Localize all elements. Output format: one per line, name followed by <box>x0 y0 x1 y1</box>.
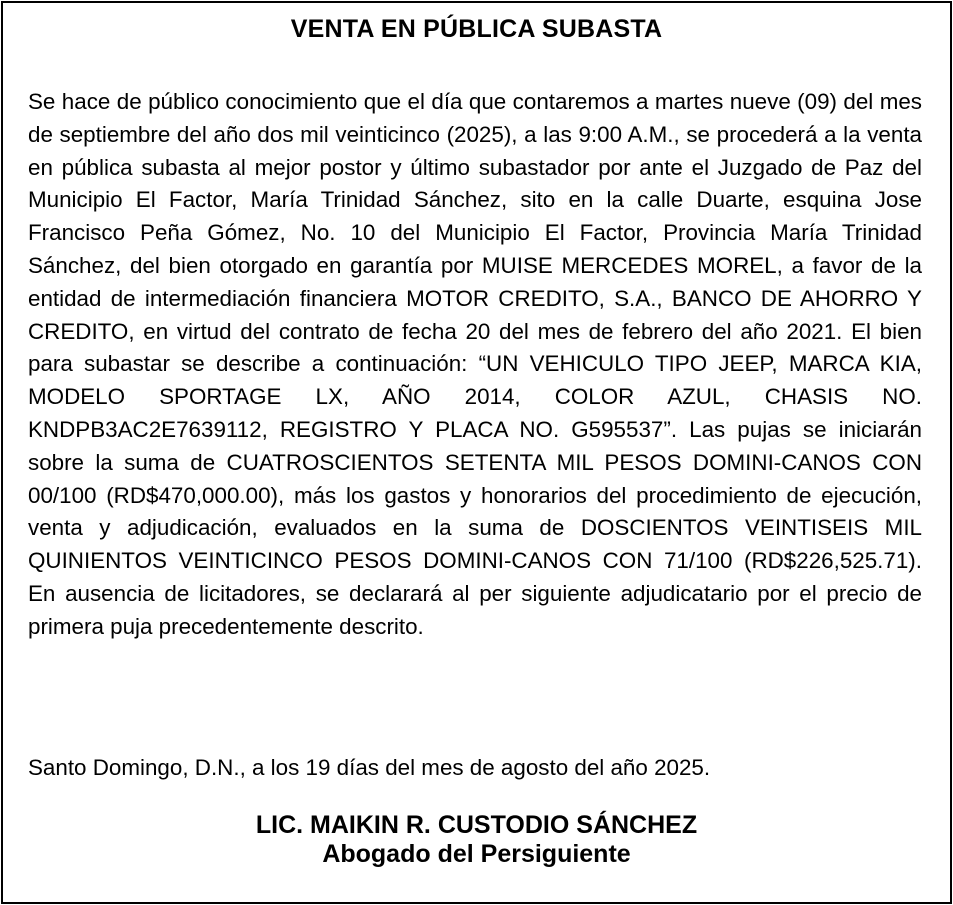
notice-body: Se hace de público conocimiento que el día que contaremos a martes nueve (09) del mes de septiembre del año dos mil veinticinco (2025), a las 9:00 A.M., se procederá a la venta en pública subasta al mejor postor y último subastador por ante el Juzgado de Paz del Municipio El Factor, María Trinidad Sánchez, sito en la calle Duarte, esquina Jose Francisco Peña Gómez, No. 10 del Municipio El Factor, Provincia María Trinidad Sánchez, del bien otorgado en garantía por MUISE MERCEDES MOREL, a favor de la entidad de intermediación financiera MOTOR CREDITO, S.A., BANCO DE AHORRO Y CREDITO, en virtud del contrato de fecha 20 del mes de febrero del año 2021. El bien para subastar se describe a continuación: “UN VEHICULO TIPO JEEP, MARCA KIA, MODELO SPORTAGE LX, AÑO 2014, COLOR AZUL, CHASIS NO. KNDPB3AC2E7639112, REGISTRO Y PLACA NO. G595537”. Las pujas se iniciarán sobre la suma de CUATROSCIENTOS SETENTA MIL PESOS DOMINI-CANOS CON 00/100 (RD$470,000.00), más los gastos y honorarios del procedimiento de ejecución, venta y adjudicación, evaluados en la suma de DOSCIENTOS VEINTISEIS MIL QUINIENTOS VEINTICINCO PESOS DOMINI-CANOS CON 71/100 (RD$226,525.71). En ausencia de licitadores, se declarará al per siguiente adjudicatario por el precio de primera puja precedentemente descrito. <box>28 89 922 639</box>
place-date-line: Santo Domingo, D.N., a los 19 días del mes de agosto del año 2025. <box>28 755 711 780</box>
signer-name: LIC. MAIKIN R. CUSTODIO SÁNCHEZ <box>255 811 698 839</box>
signer-role: Abogado del Persiguiente <box>322 840 631 868</box>
signature-block <box>3 811 950 869</box>
notice-title: VENTA EN PÚBLICA SUBASTA <box>290 15 663 43</box>
legal-notice-frame <box>1 1 952 904</box>
